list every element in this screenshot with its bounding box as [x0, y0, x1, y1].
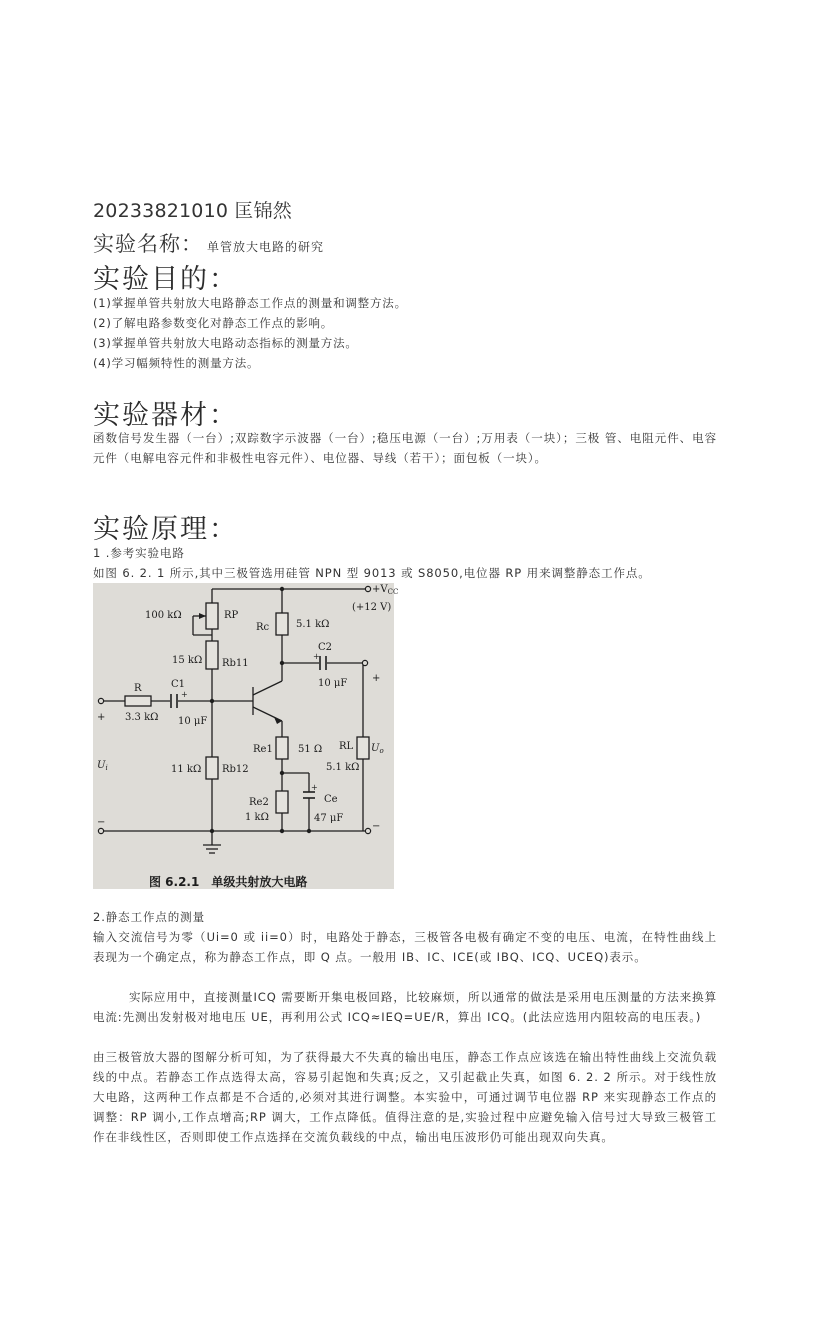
output-plus: + [372, 673, 381, 684]
rl-resistor [357, 737, 369, 759]
rb11-resistor [206, 641, 218, 669]
c2-value: 10 μF [318, 678, 348, 689]
rc-value: 5.1 kΩ [296, 619, 330, 630]
rc-resistor [276, 613, 288, 635]
vcc-value: (+12 V) [352, 602, 392, 613]
rl-name: RL [339, 741, 354, 752]
re2-value: 1 kΩ [245, 812, 269, 823]
rl-value: 5.1 kΩ [326, 762, 360, 773]
equipment-text: 函数信号发生器（一台）;双踪数字示波器（一台）;稳压电源（一台）;万用表（一块）；三极 管、电阻元件、电容元件（电解电容元件和非极性电容元件）、电位器、导线（若干）；面包板（一块）。 [93, 431, 717, 465]
output-minus: − [372, 821, 381, 832]
rp-name: RP [224, 610, 239, 621]
principle-sub1-title: 1 .参考实验电路 [93, 546, 185, 560]
experiment-name-label: 实验名称： [93, 232, 203, 256]
purpose-item: (2)了解电路参数变化对静态工作点的影响。 [93, 316, 334, 330]
principle-sub2-title: 2.静态工作点的测量 [93, 910, 205, 924]
re1-value: 51 Ω [298, 744, 323, 755]
experiment-name-value: 单管放大电路的研究 [207, 240, 325, 254]
rb11-value: 15 kΩ [172, 655, 203, 666]
r-resistor [125, 696, 151, 706]
purpose-item: (4)学习幅频特性的测量方法。 [93, 356, 260, 370]
principle-para1: 输入交流信号为零（Ui=0 或 ii=0）时，电路处于静态，三极管各电极有确定不变的电压、电流，在特性曲线上表现为一个确定点，称为静态工作点，即 Q 点。一般用 IB、IC、ICE(或 IBQ、ICQ、UCEQ)表示。 [93, 930, 717, 964]
ce-plus: + [311, 783, 318, 792]
input-minus: − [97, 817, 106, 828]
purpose-item: (3)掌握单管共射放大电路动态指标的测量方法。 [93, 336, 358, 350]
principle-sub1-text: 如图 6. 2. 1 所示,其中三极管选用硅管 NPN 型 9013 或 S8050,电位器 RP 用来调整静态工作点。 [93, 566, 651, 580]
uo-label: $U_o$ [371, 743, 384, 755]
re2-name: Re2 [249, 797, 269, 808]
rb12-resistor [206, 757, 218, 779]
equipment-heading: 实验器材： [93, 400, 238, 431]
r-name: R [134, 683, 142, 694]
circuit-diagram [93, 583, 399, 889]
purpose-list [93, 293, 407, 373]
c1-value: 10 μF [178, 716, 208, 727]
experiment-name-row [93, 228, 324, 258]
rb12-value: 11 kΩ [171, 764, 202, 775]
figure-background [93, 583, 394, 889]
circuit-figure [93, 583, 399, 889]
vcc-label: $+V_{CC}$ [372, 584, 399, 596]
r-value: 3.3 kΩ [125, 712, 159, 723]
re2-resistor [276, 791, 288, 813]
principle-heading: 实验原理： [93, 514, 238, 545]
rp-value: 100 kΩ [145, 610, 182, 621]
principle-para3: 由三极管放大器的图解分析可知，为了获得最大不失真的输出电压，静态工作点应该选在输出特性曲线上交流负载线的中点。若静态工作点选得太高，容易引起饱和失真;反之，又引起截止失真，如图 6. 2. 2 所示。对于线性放大电路，这两种工作点都是不合适的,必须对其进行调整。本实验中，可通过调节电位器 RP 来实现静态工作点的调整：RP 调小,工作点增高;RP 调大，工作点降低。值得注意的是,实验过程中应避免输入信号过大导致三极管工作在非线性区，否则即使工作点选择在交流负载线的中点，输出电压波形仍可能出现双向失真。 [93, 1050, 717, 1144]
ce-value: 47 μF [314, 813, 344, 824]
student-id-name: 20233821010 匡锦然 [93, 200, 293, 222]
c2-name: C2 [318, 642, 333, 653]
c1-plus: + [181, 690, 188, 699]
rb11-name: Rb11 [222, 658, 249, 669]
purpose-item: (1)掌握单管共射放大电路静态工作点的测量和调整方法。 [93, 296, 407, 310]
figure-caption: 图 6.2.1 单级共射放大电路 [149, 875, 308, 889]
re1-name: Re1 [253, 744, 273, 755]
principle-para2: 实际应用中，直接测量ICQ 需要断开集电极回路，比较麻烦，所以通常的做法是采用电压测量的方法来换算电流:先测出发射极对地电压 UE，再利用公式 ICQ≈IEQ=UE/R，算出 ICQ。(此法应选用内阻较高的电压表。) [93, 990, 717, 1024]
rb12-name: Rb12 [222, 764, 249, 775]
purpose-heading: 实验目的： [93, 264, 238, 295]
c1-name: C1 [171, 679, 186, 690]
input-plus: + [97, 712, 106, 723]
ce-name: Ce [324, 794, 338, 805]
re1-resistor [276, 737, 288, 759]
rc-name: Rc [256, 622, 270, 633]
c2-plus: + [313, 652, 320, 661]
rp-resistor [206, 603, 218, 629]
ui-label: $U_i$ [97, 760, 108, 772]
